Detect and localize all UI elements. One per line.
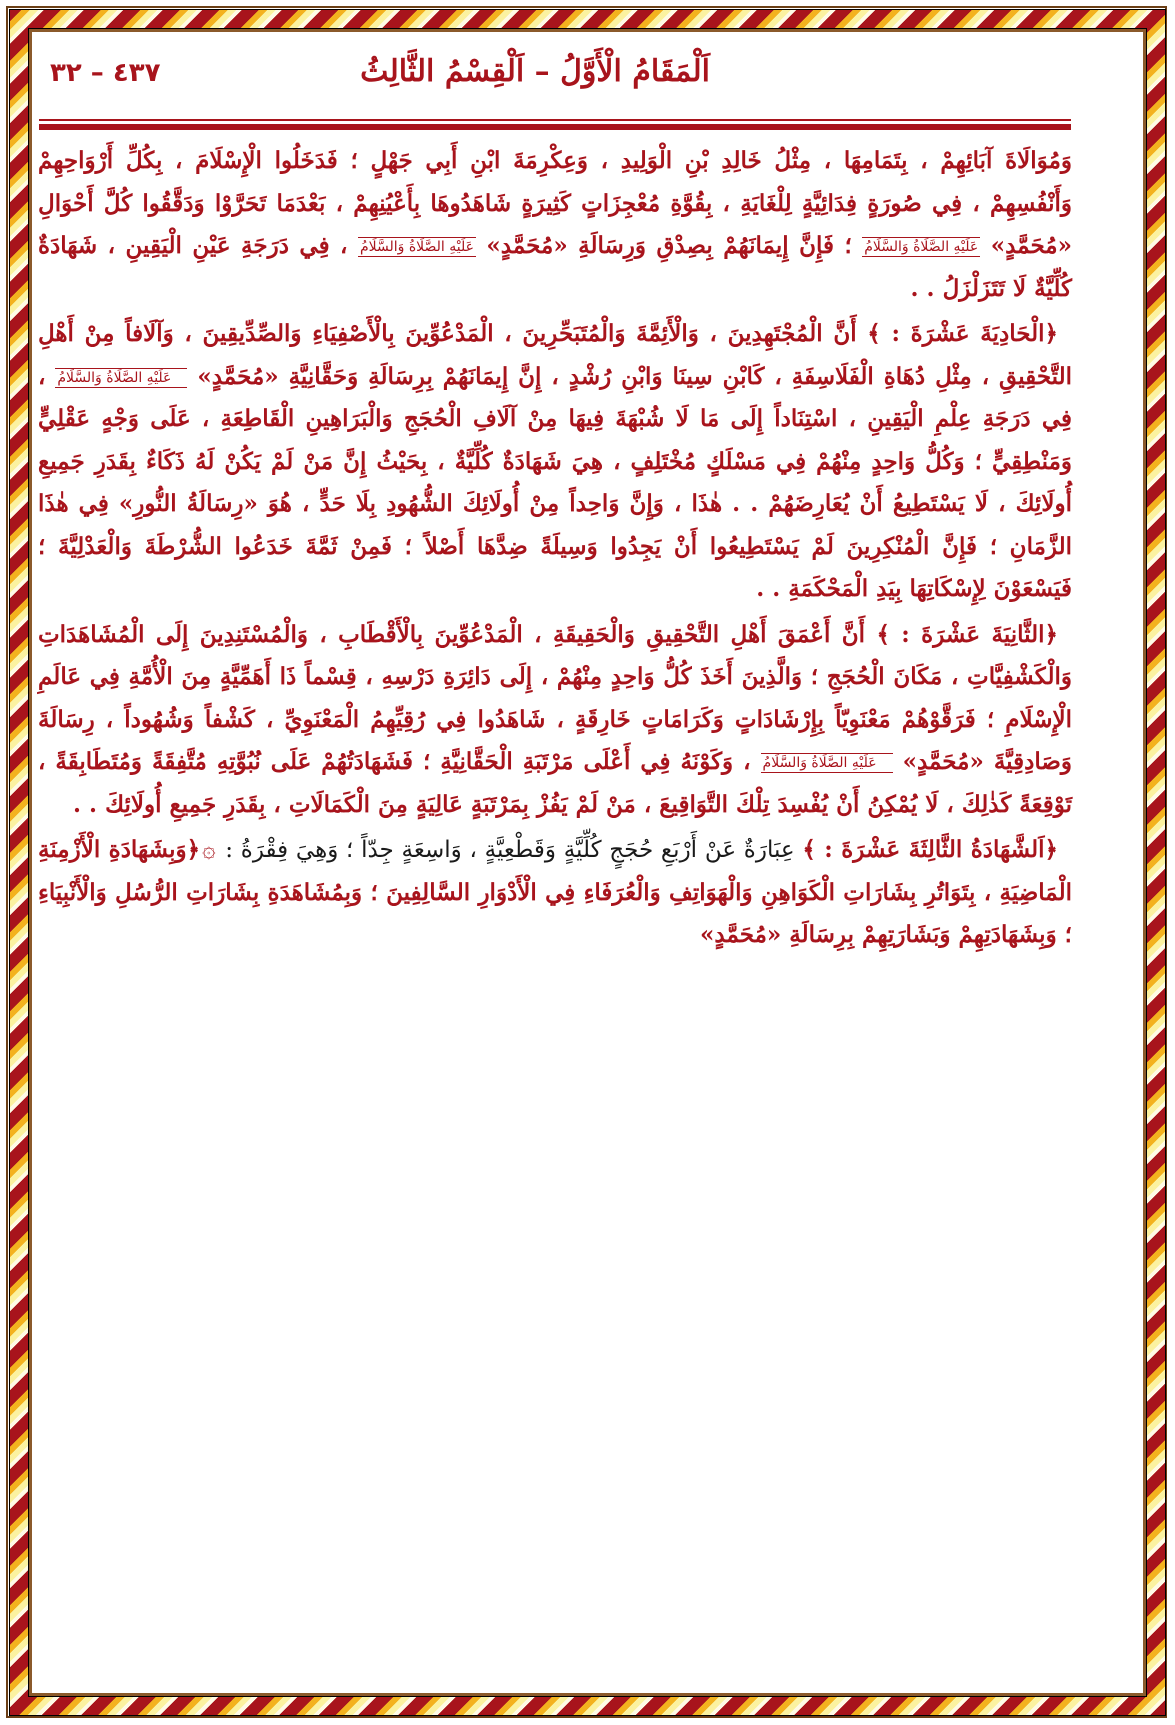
text-segment: وَمُوَالَاةَ آبَائِهِمْ ، بِتَمَامِهَا ، مِثْلُ خَالِدِ بْنِ الْوَلِيدِ ، وَعِكْرِمَةَ ابْنِ أَبِي جَهْلٍ ؛ فَدَخَلُوا الْإِسْلَامَ ، بِكُلِّ أَرْوَاحِهِمْ وَأَنْفُسِهِمْ ، فِي صُورَةٍ فِدَائِيَّةٍ لِلْغَايَةِ ، بِقُوَّةِ مُعْجِزَاتٍ كَثِيرَةٍ شَاهَدُوهَا بِأَعْيُنِهِمْ ، بَعْدَمَا تَحَرَّوْا وَدَقَّقُوا كُلَّ أَحْوَالِ «مُحَمَّدٍ»: [38, 147, 1073, 259]
text-segment: ؛ فَإِنَّ إِيمَانَهُمْ بِصِدْقِ وَرِسَالَةِ «مُحَمَّدٍ»: [475, 232, 863, 259]
honorific-calligraphy-icon: عَلَيْهِ الصَّلَاةُ وَالسَّلَامُ: [761, 753, 893, 773]
page-title: اَلْمَقَامُ الْأَوَّلُ – اَلْقِسْمُ الثَّالِثُ: [360, 54, 710, 89]
paragraph-heading: ﴿الثَّانِيَةَ عَشْرَةَ : ﴾: [876, 620, 1058, 648]
page-numbers: ٤٣٧ – ٣٢: [50, 58, 161, 88]
header-rule-thin: [39, 119, 1071, 121]
text-segment: ﴿وَبِشَهَادَةِ الْأَزْمِنَةِ الْمَاضِيَةِ ، بِتَوَاتُرِ بِشَارَاتِ الْكَوَاهِنِ وَالْهَوَاتِفِ وَالْعُرَفَاءِ فِي الْأَدْوَارِ السَّالِفِينَ ؛ وَبِمُشَاهَدَةِ بِشَارَاتِ الرُّسُلِ وَالْأَنْبِيَاءِ ؛ وَبِشَهَادَتِهِمْ وَبَشَارَتِهِمْ بِرِسَالَةِ «مُحَمَّدٍ»: [38, 836, 1072, 948]
text-segment: ، فِي دَرَجَةِ عَيْنِ الْيَقِينِ ، شَهَادَةٌ كُلِّيَّةٌ لَا تَتَزَلْزَلُ . .: [38, 232, 1072, 302]
paragraph-heading: ﴿الْحَادِيَةَ عَشْرَةَ : ﴾: [867, 320, 1058, 347]
paragraph-p2: [38, 313, 1072, 611]
body-text: [38, 140, 1072, 957]
page-header: [40, 50, 1070, 110]
paragraph-p4: [38, 829, 1072, 957]
text-segment: ، وَكَوْنَهُ فِي أَعْلَى مَرْتَبَةِ الْحَقَّانِيَّةِ ؛ فَشَهَادَتُهُمْ عَلَى نُبُوَّتِهِ مُتَّفِقَةً وَمُتَطَابِقَةً ، تَوْقِعَةً كَذٰلِكَ ، لَا يُمْكِنُ أَنْ يُفْسِدَ تِلْكَ التَّوَاقِيعَ ، مَنْ لَمْ يَفُزْ بِمَرْتَبَةٍ عَالِيَةٍ مِنَ الْكَمَالَاتِ ، بِقَدَرِ جَمِيعِ أُولَائِكَ . .: [38, 748, 1072, 818]
text-segment: أَنَّ الْمُجْتَهِدِينَ ، وَالْأَئِمَّةَ وَالْمُتَبَحِّرِينَ ، الْمَدْعُوِّينَ بِالْأَصْفِيَاءِ وَالصِّدِّيقِينَ ، وَآلَافاً مِنْ أَهْلِ التَّحْقِيقِ ، مِثْلِ دُهَاةِ الْفَلَاسِفَةِ ، كَابْنِ سِينَا وَابْنِ رُشْدٍ ، إِنَّ إِيمَانَهُمْ بِرِسَالَةِ وَحَقَّانِيَّةِ «مُحَمَّدٍ»: [38, 320, 1073, 390]
paragraph-p1: [38, 140, 1072, 310]
text-segment: أَنَّ أَعْمَقَ أَهْلِ التَّحْقِيقِ وَالْحَقِيقَةِ ، الْمَدْعُوِّينَ بِالْأَقْطَابِ ، وَالْمُسْتَنِدِينَ إِلَى الْمُشَاهَدَاتِ وَالْكَشْفِيَّاتِ ، مَكَانَ الْحُجَجِ ؛ وَالَّذِينَ أَخَذَ كُلُّ وَاحِدٍ مِنْهُمْ ، إِلَى دَائِرَةِ دَرْسِهِ ، قِسْماً ذَا أَهَمِّيَّةٍ مِنَ الْأُمَّةِ فِي عَالَمِ الْإِسْلَامِ ؛ فَرَقَّوْهُمْ مَعْنَوِيّاً بِإِرْشَادَاتٍ وَكَرَامَاتٍ خَارِقَةٍ ، شَاهَدُوا فِي رُقِيِّهِمُ الْمَعْنَوِيِّ ، كَشْفاً وَشُهُوداً ، رِسَالَةَ وَصَادِقِيَّةَ «مُحَمَّدٍ»: [38, 620, 1072, 775]
honorific-calligraphy-icon: عَلَيْهِ الصَّلَاةُ وَالسَّلَامُ: [359, 239, 474, 255]
honorific-calligraphy-icon: عَلَيْهِ الصَّلَاةُ وَالسَّلَامُ: [55, 368, 187, 388]
paragraph-p3: [38, 614, 1072, 827]
header-rule-thick: [39, 124, 1071, 130]
paragraph-heading: ﴿اَلشَّهَادَةُ الثَّالِثَةَ عَشْرَةَ : ﴾: [802, 836, 1059, 863]
honorific-calligraphy-icon: عَلَيْهِ الصَّلَاةُ وَالسَّلَامُ: [864, 239, 979, 255]
text-segment: ، فِي دَرَجَةِ عِلْمِ الْيَقِينِ ، اسْتِنَاداً إِلَى مَا لَا شُبْهَةَ فِيهَا مِنْ آلَافِ الْحُجَجِ وَالْبَرَاهِينِ الْقَاطِعَةِ ، عَلَى وَجْهٍ عَقْلِيٍّ وَمَنْطِقِيٍّ ؛ وَكُلُّ وَاحِدٍ مِنْهُمْ فِي مَسْلَكٍ مُخْتَلِفٍ ، هِيَ شَهَادَةٌ كُلِّيَّةٌ ، بِحَيْثُ إِنَّ مَنْ لَمْ يَكُنْ لَهُ ذَكَاءٌ بِقَدَرِ جَمِيعِ أُولَائِكَ ، لَا يَسْتَطِيعُ أَنْ يُعَارِضَهُمْ . . هٰذَا ، وَإِنَّ وَاحِداً مِنْ أُولَائِكَ الشُّهُودِ بِلَا حَدٍّ ، هُوَ «رِسَالَةُ النُّورِ» فِي هٰذَا الزَّمَانِ ؛ فَإِنَّ الْمُنْكِرِينَ لَمْ يَسْتَطِيعُوا أَنْ يَجِدُوا وَسِيلَةً ضِدَّهَا أَصْلاً ؛ فَمِنْ ثَمَّةَ خَدَعُوا الشُّرْطَةَ وَالْعَدْلِيَّةَ ؛ فَيَسْعَوْنَ لِإِسْكَاتِهَا بِيَدِ الْمَحْكَمَةِ . .: [38, 362, 1072, 602]
text-segment: عِبَارَةٌ عَنْ أَرْبَعِ حُجَجٍ كُلِّيَّةٍ وَقَطْعِيَّةٍ ، وَاسِعَةٍ جِدّاً ؛ وَهِيَ فِقْرَةُ :: [217, 837, 803, 863]
quran-star-icon: ۞: [202, 837, 216, 863]
